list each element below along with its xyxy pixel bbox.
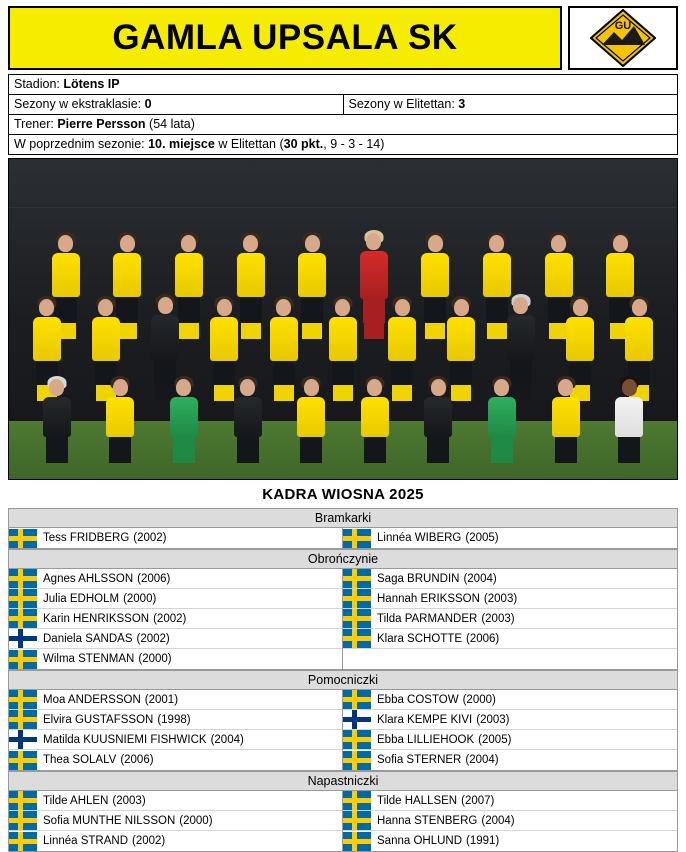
seasons-second-cell (343, 95, 678, 114)
list-item[interactable] (343, 690, 677, 710)
squad-sections (8, 508, 678, 852)
section-header-midfielders: Pomocniczki (8, 670, 678, 690)
list-item[interactable] (9, 609, 342, 629)
flag-icon-sweden (343, 811, 371, 830)
stadium-label: Stadion: (14, 77, 60, 91)
list-item[interactable] (343, 569, 677, 589)
column-right (343, 528, 677, 548)
photo-person (551, 379, 581, 463)
flag-icon-sweden (9, 529, 37, 548)
list-item[interactable] (343, 528, 677, 548)
flag-icon-sweden (343, 589, 371, 608)
player-name: Tilde AHLÈN (2003) (43, 794, 146, 807)
player-name: Tilda PARMANDER (2003) (377, 612, 515, 625)
flag-icon-sweden (9, 832, 37, 851)
flag-icon-sweden (9, 710, 37, 729)
seasons-top-value: 0 (144, 97, 152, 111)
coach-age: (54 lata) (149, 117, 195, 131)
previous-season-cell (9, 135, 677, 154)
column-right (343, 791, 677, 851)
info-row-stadium (9, 75, 677, 95)
player-name: Matilda KUUSNIEMI FISHWICK (2004) (43, 733, 244, 746)
column-right (343, 690, 677, 770)
list-item[interactable] (343, 589, 677, 609)
column-right (343, 569, 677, 669)
flag-icon-none (343, 650, 371, 669)
header (8, 6, 678, 70)
flag-icon-sweden (9, 589, 37, 608)
coach-label: Trener: (14, 117, 54, 131)
section-header-goalkeepers: Bramkarki (8, 508, 678, 528)
list-item[interactable] (343, 629, 677, 649)
seasons-top-cell (9, 95, 343, 114)
coach-value: Pierre Persson (57, 117, 146, 131)
player-name: Thea SOLALV (2006) (43, 754, 154, 766)
flag-icon-sweden (9, 569, 37, 588)
player-name: Ebba COSTOW (2000) (377, 693, 496, 706)
flag-icon-sweden (9, 609, 37, 628)
flag-icon-sweden (9, 791, 37, 810)
photo-person (296, 379, 326, 463)
section-table-forwards (8, 791, 678, 852)
player-name: Sanna ÖHLUND (1991) (377, 835, 500, 847)
info-row-coach (9, 115, 677, 135)
section-header-defenders: Obrończynie (8, 549, 678, 569)
page-title: GAMLA UPSALA SK (112, 18, 458, 57)
photo-person (105, 379, 135, 463)
player-name: Sofia MUNTHE NILSSON (2000) (43, 814, 213, 827)
flag-icon-sweden (343, 629, 371, 648)
list-item[interactable] (9, 791, 342, 811)
team-photo-image (9, 159, 677, 479)
seasons-second-value: 3 (458, 97, 466, 111)
previous-season-league: w Elitettan (218, 137, 276, 151)
list-item[interactable] (343, 609, 677, 629)
squad-title: KADRA WIOSNA 2025 (262, 486, 424, 503)
flag-icon-finland (9, 629, 37, 648)
flag-icon-sweden (343, 832, 371, 851)
player-name: Hanna STENBERG (2004) (377, 814, 515, 827)
section-table-defenders (8, 569, 678, 670)
flag-icon-sweden (343, 569, 371, 588)
player-name: Klara SCHOTTE (2006) (377, 632, 500, 645)
player-name: Linnéa STRAND (2002) (43, 835, 166, 847)
flag-icon-sweden (343, 730, 371, 749)
previous-season-points: 30 pkt. (283, 137, 324, 151)
list-item[interactable] (9, 569, 342, 589)
seasons-second-label: Sezony w Elitettan: (348, 97, 455, 111)
flag-icon-finland (9, 730, 37, 749)
column-left (9, 528, 343, 548)
list-item[interactable] (9, 750, 342, 770)
photo-person-staff (423, 379, 453, 463)
club-title-box (8, 6, 562, 70)
previous-season-paren-open: ( (279, 137, 284, 151)
player-name: Moa ANDERSSON (2001) (43, 693, 179, 706)
club-info-table (8, 74, 678, 155)
info-row-previous-season (9, 135, 677, 155)
player-name: Julia EDHOLM (2000) (43, 592, 157, 605)
player-name: Ebba LILLIEHÖÖK (2005) (377, 733, 512, 746)
photo-person-staff (233, 379, 263, 463)
previous-season-label: W poprzednim sezonie: (14, 137, 145, 151)
flag-icon-sweden (9, 751, 37, 770)
svg-text:GU: GU (614, 20, 632, 32)
player-name: Saga BRUNDIN (2004) (377, 572, 497, 585)
list-item[interactable] (343, 750, 677, 770)
list-item[interactable] (343, 710, 677, 730)
previous-season-place: 10. miejsce (148, 137, 215, 151)
list-item[interactable] (343, 831, 677, 851)
photo-front-row (9, 379, 677, 463)
list-item[interactable] (9, 811, 342, 831)
column-left (9, 690, 343, 770)
player-name: Elvira GUSTAFSSON (1998) (43, 713, 191, 726)
team-photo (8, 158, 678, 480)
list-item[interactable] (343, 811, 677, 831)
column-left (9, 791, 343, 851)
flag-icon-sweden (9, 650, 37, 669)
flag-icon-sweden (343, 791, 371, 810)
flag-icon-finland (343, 710, 371, 729)
photo-person-goalkeeper (487, 379, 517, 463)
list-item[interactable] (9, 589, 342, 609)
list-item[interactable] (343, 730, 677, 750)
player-name: Klara KEMPE KIVI (2003) (377, 713, 510, 726)
list-item[interactable] (9, 690, 342, 710)
stadium-cell (9, 75, 677, 94)
list-item[interactable] (9, 730, 342, 750)
list-item[interactable] (9, 831, 342, 851)
player-name: Karin HENRIKSSON (2002) (43, 612, 187, 625)
list-item-empty (343, 649, 677, 669)
player-name: Tilde HALLSÈN (2007) (377, 794, 495, 807)
flag-icon-sweden (343, 751, 371, 770)
list-item[interactable] (9, 710, 342, 730)
flag-icon-sweden (9, 811, 37, 830)
player-name: Tess FRIDBERG (2002) (43, 532, 167, 544)
flag-icon-sweden (343, 529, 371, 548)
coach-cell (9, 115, 677, 134)
photo-person-goalkeeper (169, 379, 199, 463)
player-name: Agnes AHLSSON (2006) (43, 572, 171, 585)
photo-person (614, 379, 644, 463)
list-item[interactable] (9, 528, 342, 548)
svg-text:SK: SK (616, 47, 630, 58)
player-name: Linnéa WIBERG (2005) (377, 532, 499, 544)
player-name: Hannah ERIKSSON (2003) (377, 592, 518, 605)
seasons-top-label: Sezony w ekstraklasie: (14, 97, 142, 111)
club-crest-icon (590, 9, 656, 67)
stadium-value: Lötens IP (63, 77, 120, 91)
player-name: Wilma STENMAN (2000) (43, 653, 172, 665)
list-item[interactable] (9, 629, 342, 649)
photo-person (360, 379, 390, 463)
player-name: Daniela SANDÅS (2002) (43, 632, 170, 645)
flag-icon-sweden (343, 609, 371, 628)
list-item[interactable] (343, 791, 677, 811)
player-name: Sofia STERNER (2004) (377, 754, 499, 766)
flag-icon-sweden (9, 690, 37, 709)
flag-icon-sweden (343, 690, 371, 709)
photo-person-staff (42, 379, 72, 463)
list-item[interactable] (9, 649, 342, 669)
club-crest-box (568, 6, 678, 70)
info-row-seasons (9, 95, 677, 115)
section-table-goalkeepers (8, 528, 678, 549)
section-header-forwards: Napastniczki (8, 771, 678, 791)
previous-season-record: , 9 - 3 - 14) (323, 137, 385, 151)
column-left (9, 569, 343, 669)
section-table-midfielders (8, 690, 678, 771)
